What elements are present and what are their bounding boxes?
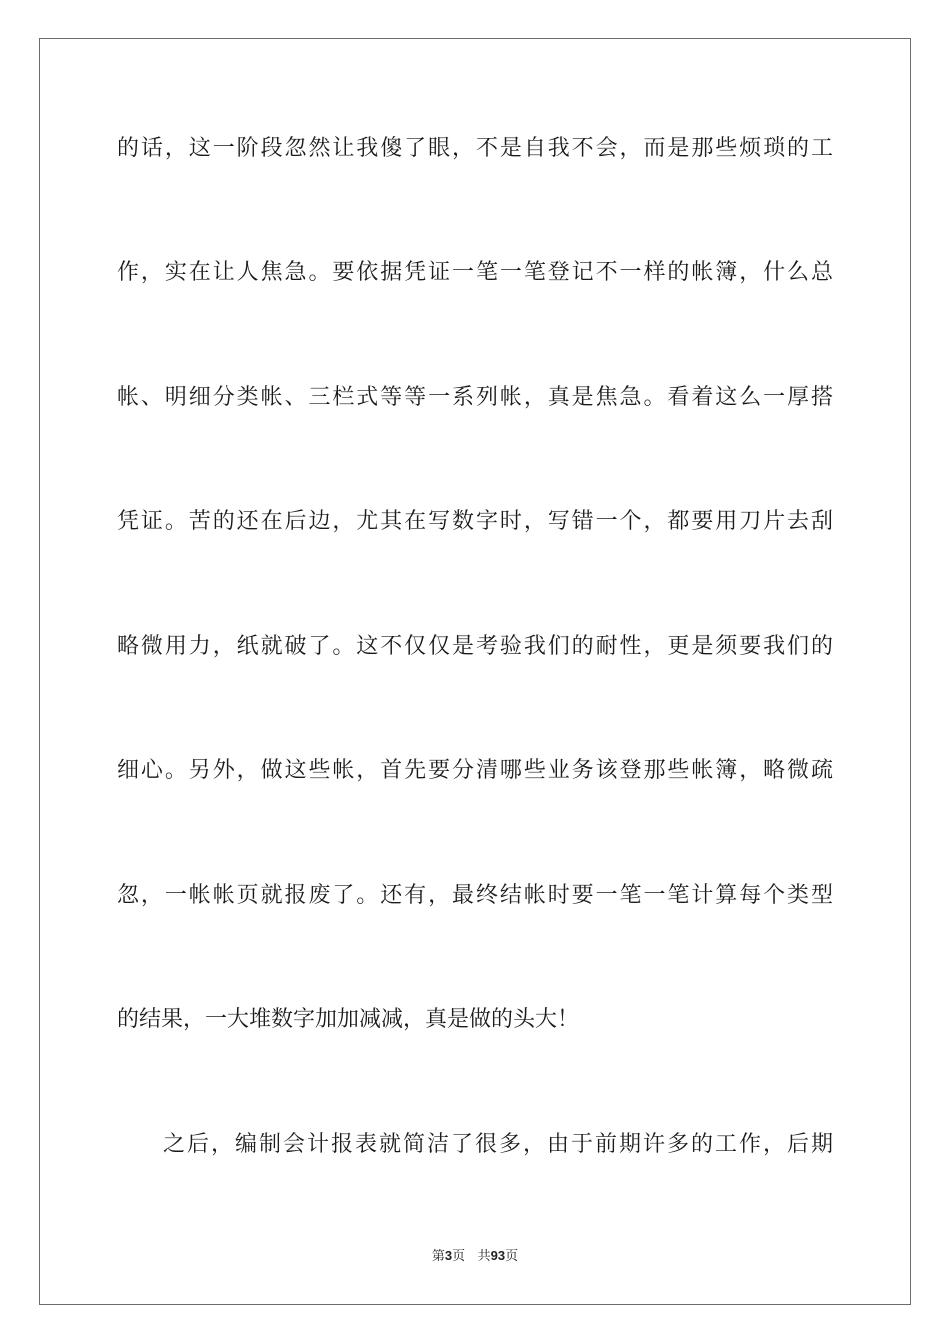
body-line-5: 略微用力，纸就破了。这不仅仅是考验我们的耐性，更是须要我们的 <box>117 634 833 659</box>
total-suffix: 页 <box>505 1249 519 1264</box>
body-line-3: 帐、明细分类帐、三栏式等等一系列帐，真是焦急。看着这么一厚搭 <box>117 385 833 410</box>
body-line-2: 作，实在让人焦急。要依据凭证一笔一笔登记不一样的帐簿，什么总 <box>117 260 833 285</box>
page-border <box>39 38 911 1305</box>
paragraph-start-line: 之后，编制会计报表就简洁了很多，由于前期许多的工作，后期 <box>163 1132 833 1157</box>
body-line-8: 的结果，一大堆数字加加减减，真是做的头大！ <box>117 1007 580 1032</box>
body-line-1: 的话，这一阶段忽然让我傻了眼，不是自我不会，而是那些烦琐的工 <box>117 136 833 161</box>
page-number-footer <box>0 1248 950 1265</box>
total-page-count: 93 <box>490 1248 506 1263</box>
page-suffix: 页 <box>452 1249 466 1264</box>
page-prefix: 第 <box>431 1249 445 1264</box>
total-prefix: 共 <box>477 1249 491 1264</box>
body-line-7: 忽，一帐帐页就报废了。还有，最终结帐时要一笔一笔计算每个类型 <box>117 883 833 908</box>
current-page-number: 3 <box>444 1248 453 1263</box>
body-line-6: 细心。另外，做这些帐，首先要分清哪些业务该登那些帐簿，略微疏 <box>117 758 833 783</box>
body-line-4: 凭证。苦的还在后边，尤其在写数字时，写错一个，都要用刀片去刮 <box>117 509 833 534</box>
